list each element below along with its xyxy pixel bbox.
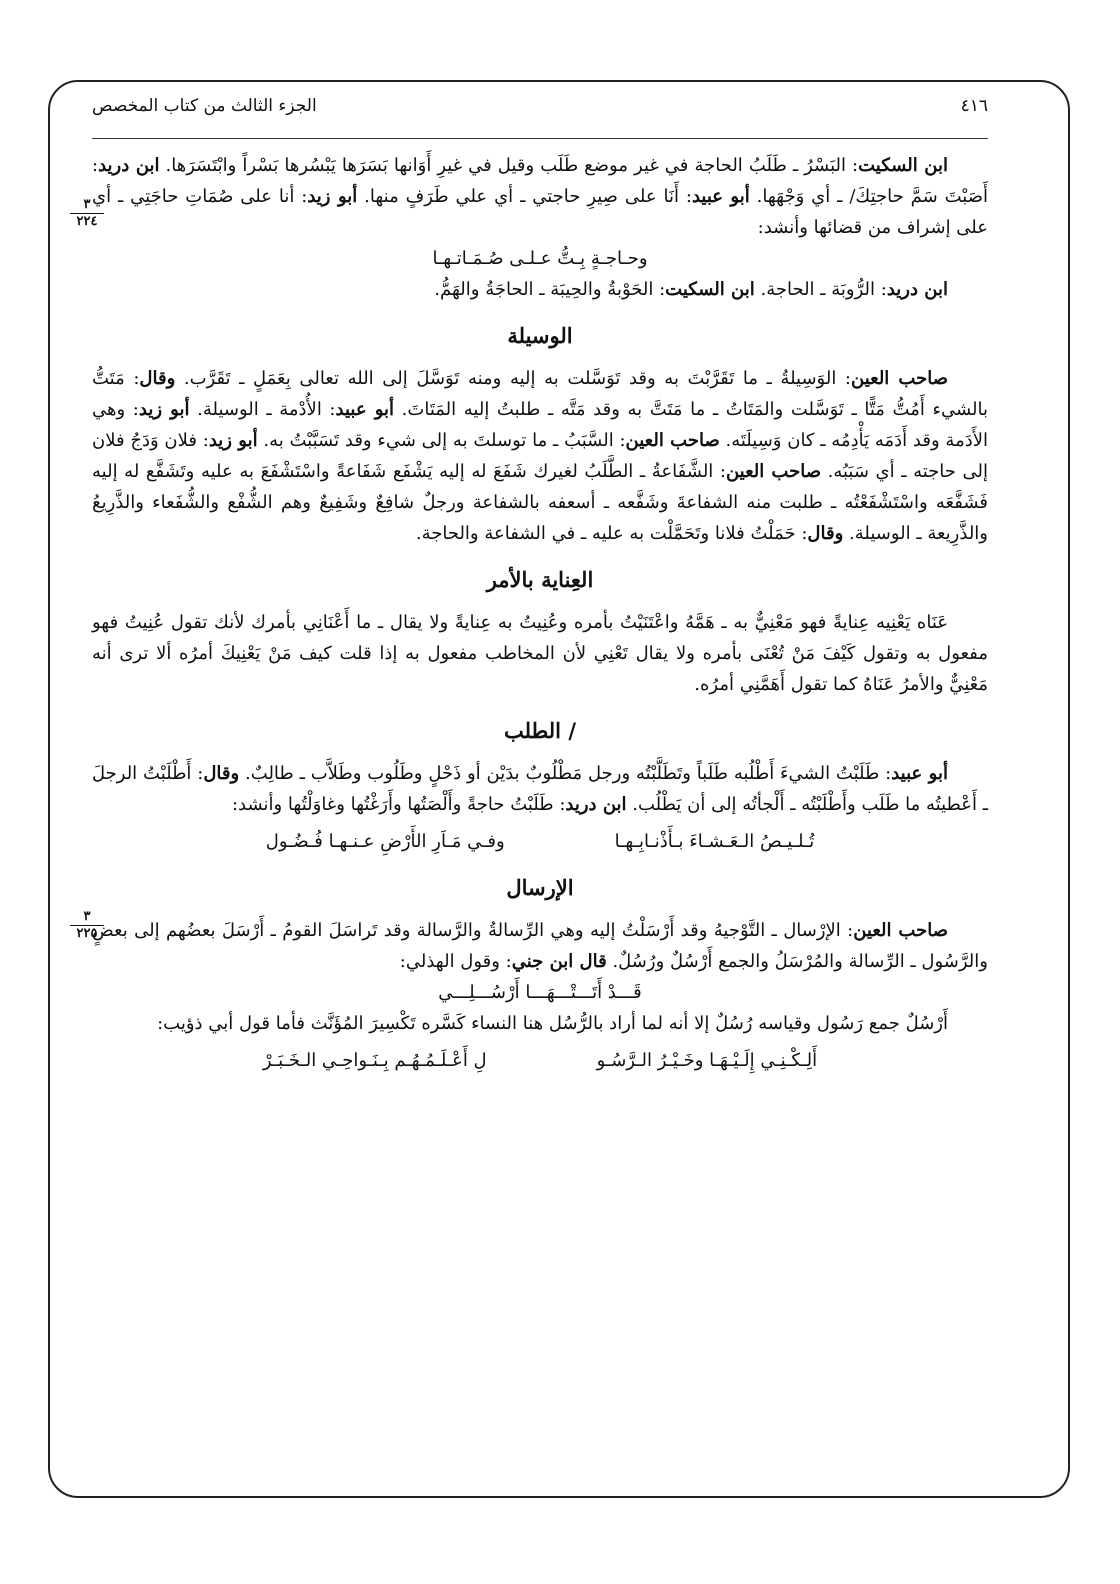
paragraph: أبو عبيد: طَلَبْتُ الشيءَ أَطْلُبه طَلَباً وتَطَلَّبْتُه ورجل مَطْلُوبٌ بدَيْن أو ذَحْلٍ وطَلُوب وطَلاَّب ـ طالِبٌ. وقال: أَطْلَبْتُ الرجلَ ـ أَعْطيتُه ما طَلَب وأَطْلَبْتُه ـ أَلْجأتُه إلى أن يَطْلُب. ابن دريد: طَلَبْتُ حاجةً وأَلْصَتُها وأَرَغْتُها وغاوَلْتُها وأنشد:: [92, 763, 988, 815]
verse-line: قَـــدْ أَتَـــتْـــهَـــا أَرْسُـــلِـــي: [438, 982, 642, 1003]
verse-line: وحـاجـةٍ بِـتُّ عـلـى صُـمَـاتـهـا: [432, 248, 648, 269]
section-heading: الوسيلة: [507, 323, 573, 348]
section-heading: الإرسال: [506, 875, 574, 900]
paragraph: ابن السكيت: البَسْرُ ـ طَلَبُ الحاجة في غير موضع طَلَب وقيل في غيرِ أَوَانها بَسَرَها يَبْسُرها بَسْراً وابْتَسَرَها. ابن دريد: أَصَبْتَ سَمَّ حاجتِكَ/ ـ أي وَجْهَها. أبو عبيد: أَنَا على صِيرِ حاجتي ـ أي علي طَرَفٍ منها. أبو زيد: أنا على صُمَاتِ حاجَتِي ـ أي على إشراف من قضائها وأنشد:: [92, 155, 989, 238]
verse-hemistich: تُـلـيـصُ الـعَـشـاءَ بـأَذْنـابِـهـا: [614, 831, 815, 852]
verse-hemistich: وفـي مَـاَرِ الأَرْضِ عـنـهـا فُـضُـول: [265, 831, 505, 852]
running-title: الجزء الثالث من كتاب المخصص: [92, 96, 317, 116]
paragraph: أَرْسُلٌ جمع رَسُول وقياسه رُسُلٌ إلا أنه لما أراد بالرُّسُل هنا النساء كَسَّره تَكْسِيرَ المُؤَنَّث فأما قول أبي ذؤيب:: [157, 1013, 948, 1034]
verse-hemistich: لِ أَعْـلَـمُـهُـم بِـنَـواحِـي الـخَـبَـرْ: [262, 1050, 487, 1071]
header-rule: [92, 138, 988, 139]
page-header: [92, 96, 988, 136]
verse-couplet: [92, 826, 988, 857]
paragraph: صاحب العين: الوَسِيلةُ ـ ما تَقَرَّبْتَ به وقد تَوَسَّلت به إليه ومنه تَوَسَّلَ إلى الله تعالى بِعَمَلٍ ـ تَقَرَّب. وقال: مَتَتُّ بالشيء أَمُتُّ مَتًّا ـ تَوَسَّلت والمَتَاتُ ـ ما مَتَتَّ به وقد مَتَّه ـ طلبتُ إليه المَتَاتَ. أبو عبيد: الأُدْمة ـ الوسيلة. أبو زيد: وهي الأَدَمة وقد أَدَمَه يَأْدِمُه ـ كان وَسِيلَتَه. صاحب العين: السَّبَبُ ـ ما توسلتَ به إلى شيء وقد تَسَبَّبْتُ به. أبو زيد: فلان وَدَجُ فلان إلى حاجته ـ أي سَبَبُه. صاحب العين: الشَّفَاعةُ ـ الطَّلَبُ لغيرك شَفَعَ له إليه يَشْفَع شَفَاعةً واسْتَشْفَعَ به عليه وتَشَفَّع له إليه فَشَفَّعَه واسْتَشْفَعْتُه ـ طلبت منه الشفاعةَ وشَفَّعه ـ أسعفه بالشفاعة ورجلٌ شافِعٌ وشَفِيعٌ وهم الشُّفْع والشُّفَعاء والذَّرِيعُ والذَّرِيعة ـ الوسيلة. وقال: حَمَلْتُ فلانا وتَحَمَّلْت به عليه ـ في الشفاعة والحاجة.: [92, 368, 989, 544]
paragraph: صاحب العين: الإرْسال ـ التَّوْجيهُ وقد أَرْسَلْتُ إليه وهي الرِّسالةُ والرَّسالة وقد تَراسَلَ القومُ ـ أَرْسَلَ بعضُهم إلى بعضٍ والرَّسُول ـ الرِّسالة والمُرْسَلُ والجمع أَرْسُلٌ ورُسُلٌ. قال ابن جني: وقول الهذلي:: [92, 920, 988, 972]
page-number: ٤١٦: [960, 96, 988, 116]
verse-hemistich: أَلِـكْـنِـي إِلَـيْـهَـا وخَـيْـرُ الـرَّسُـو: [596, 1050, 818, 1071]
page-body: [92, 150, 988, 1082]
section-heading: / الطلب: [503, 718, 576, 743]
paragraph: ابن دريد: الرُّوبَة ـ الحاجة. ابن السكيت: الحَوْبةُ والحِيبَة ـ الحاجَةُ والهَمُّ.: [434, 279, 948, 300]
margin-marker: ٣ ٢٢٤: [70, 198, 104, 229]
paragraph: عَنَاه يَعْنِيه عِنايةً فهو مَعْنِيٌّ به ـ هَمَّهُ واعْتَنَيْتُ بأمره وعُنِيتُ به عِنايةً ولا يقال ـ ما أَعْنَانِي بأمرك لأنك تقول عُنِيتُ فهو مفعول به وتقول كَيْفَ مَنْ تُعْنَى بأمره ولا يقال تَعْنِي لأن المخاطب مفعول به إذا قلت كيف مَنْ يَعْنِيكَ أمرُه ألا ترى أنه مَعْنِيٌّ والأمرُ عَنَاهُ كما تقول أَهَمَّنِي أمرُه.: [92, 612, 988, 695]
section-heading: العِناية بالأمر: [486, 567, 594, 592]
verse-couplet: [92, 1045, 988, 1076]
margin-marker: ٣ ٢٢٥: [70, 910, 104, 941]
